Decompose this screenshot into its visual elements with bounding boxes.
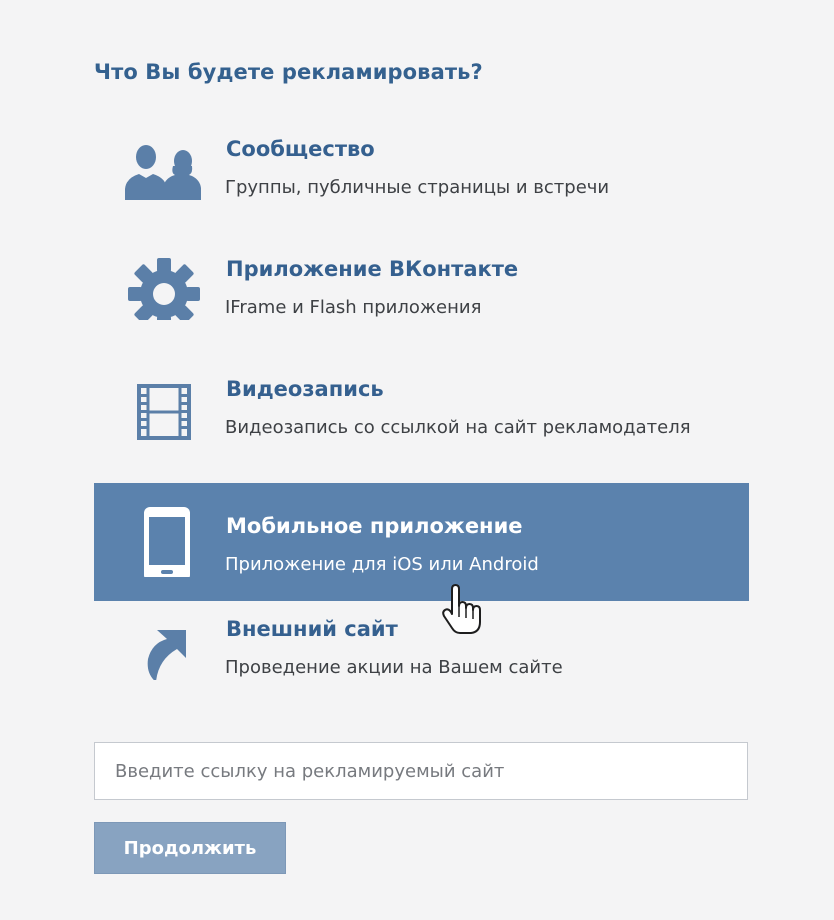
film-icon <box>122 370 202 440</box>
option-title: Внешний сайт <box>226 617 398 641</box>
option-title: Приложение ВКонтакте <box>226 257 519 281</box>
mobile-phone-icon <box>122 507 202 577</box>
option-title: Сообщество <box>226 137 375 161</box>
option-description: Проведение акции на Вашем сайте <box>225 657 563 678</box>
option-description: Видеозапись со ссылкой на сайт рекламодателя <box>225 417 691 438</box>
option-mobile-app[interactable] <box>94 483 749 601</box>
community-icon <box>122 130 202 200</box>
option-description: Группы, публичные страницы и встречи <box>225 177 610 198</box>
option-video[interactable] <box>94 346 749 464</box>
option-vk-app[interactable] <box>94 226 749 344</box>
option-external-site[interactable] <box>94 586 749 704</box>
page-title: Что Вы будете рекламировать? <box>94 60 483 84</box>
option-community[interactable] <box>94 106 749 224</box>
option-title: Мобильное приложение <box>226 514 523 538</box>
option-description: Приложение для iOS или Android <box>225 554 539 575</box>
gear-icon <box>122 250 202 320</box>
site-url-input[interactable] <box>94 742 748 800</box>
continue-button[interactable]: Продолжить <box>94 822 286 874</box>
option-description: IFrame и Flash приложения <box>225 297 482 318</box>
option-title: Видеозапись <box>226 377 384 401</box>
external-arrow-icon <box>122 610 202 680</box>
